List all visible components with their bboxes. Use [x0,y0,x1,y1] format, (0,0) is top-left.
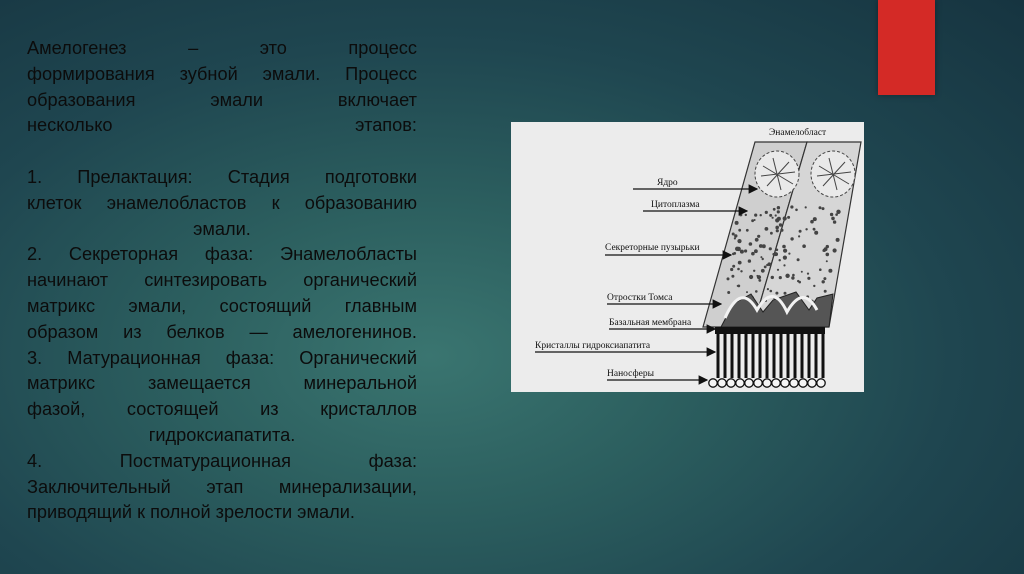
stage4-line: 4. Постматурационная фаза: [27,450,417,471]
vesicle-dot [780,229,783,232]
vesicle-dot [779,223,782,226]
vesicle-dot [798,235,800,237]
nanosphere [736,379,744,387]
vesicle-dot [746,291,748,293]
vesicle-dot [807,277,810,280]
vesicle-dot [756,275,758,277]
vesicle-dot [792,274,795,277]
vesicle-dot [823,277,826,280]
nanospheres [709,379,825,387]
intro-line: формирования зубной эмали. Процесс [27,63,417,84]
intro-line: образования эмали включает [27,89,417,110]
vesicle-dot [810,220,814,224]
nanosphere [817,379,825,387]
nanosphere [763,379,771,387]
vesicle-dot [776,227,778,229]
label-enameloblast: Энамелобласт [769,128,827,138]
stage4-line: Заключительный этап минерализации, [27,476,417,497]
vesicle-dot [822,250,824,252]
vesicle-dot [753,270,755,272]
vesicle-dot [735,247,739,251]
nanosphere [808,379,816,387]
vesicle-dot [739,213,742,216]
vesicle-dot [799,230,802,233]
vesicle-dot [775,214,777,216]
vesicle-dot [833,248,837,252]
amelogenesis-diagram [511,122,864,392]
vesicle-dot [770,232,773,235]
vesicle-dot [777,269,779,271]
vesicle-dot [758,279,761,282]
vesicle-dot [783,256,787,260]
nanosphere [727,379,735,387]
vesicle-dot [775,292,778,295]
vesicle-dot [776,229,779,232]
vesicle-dot [826,253,830,257]
vesicle-dot [784,292,787,295]
label-tomes: Отростки Томса [607,293,673,303]
nucleus-right [811,151,855,197]
vesicle-dot [801,271,803,273]
nucleus-left [755,151,799,197]
vesicle-dot [762,258,764,260]
vesicle-dot [814,231,818,235]
vesicle-dot [779,259,781,261]
vesicle-dot [737,239,741,243]
vesicle-dot [732,233,735,236]
vesicle-dot [822,207,825,210]
intro-line: Амелогенез – это процесс [27,38,417,58]
vesicle-dot [760,256,762,258]
vesicle-dot [744,249,747,252]
vesicle-dot [791,276,794,279]
vesicle-dot [775,253,778,256]
vesicle-dot [754,249,758,253]
vesicle-dot [826,260,828,262]
nanosphere [790,379,798,387]
nanosphere [781,379,789,387]
vesicle-dot [730,268,733,271]
vesicle-dot [826,245,829,248]
vesicle-dot [755,290,758,293]
label-basal-membrane: Базальная мембрана [609,318,692,328]
vesicle-dot [773,208,776,211]
vesicle-dot [749,275,753,279]
vesicle-dot [819,206,822,209]
vesicle-dot [770,290,773,293]
vesicle-dot [802,244,806,248]
basal-membrane [715,327,825,334]
vesicle-dot [738,261,742,265]
intro-line: несколько этапов: [27,115,417,136]
label-crystals: Кристаллы гидроксиапатита [535,341,651,351]
vesicle-dot [764,266,767,269]
vesicle-dot [835,213,838,216]
vesicle-dot [771,276,774,279]
vesicle-dot [748,259,751,262]
label-nanospheres: Наносферы [607,369,654,379]
stage2-line: 2. Секреторная фаза: Энамелобласты [27,244,417,265]
vesicle-dot [731,275,734,278]
vesicle-dot [783,264,785,266]
vesicle-dot [813,217,817,221]
stage1-line: 1. Прелактация: Стадия подготовки [27,166,417,187]
vesicle-dot [822,280,825,283]
vesicle-dot [737,268,740,271]
stage1-line: клеток энамелобластов к образованию [27,192,417,213]
vesicle-dot [831,217,835,221]
vesicle-dot [783,249,787,253]
stage3-line: 3. Матурационная фаза: Органический [27,347,417,368]
vesicle-dot [776,249,779,252]
stage4-line: приводящий к полной зрелости эмали. [27,502,355,523]
nanosphere [718,379,726,387]
vesicle-dot [772,217,774,219]
vesicle-dot [727,291,730,294]
vesicle-dot [760,214,762,216]
vesicle-dot [833,220,836,223]
vesicle-dot [755,238,759,242]
stage3-line: матрикс замещается минеральной [27,373,417,394]
vesicle-dot [745,214,747,216]
vesicle-dot [777,206,780,209]
vesicle-dot [761,269,765,273]
nanosphere [772,379,780,387]
vesicle-dot [766,264,768,266]
stage3-line: фазой, состоящей из кристаллов [27,399,417,420]
vesicle-dot [769,214,772,217]
vesicle-dot [746,229,749,232]
vesicle-dot [824,290,827,293]
vesicle-dot [757,235,760,238]
stage1-line: эмали. [193,218,251,239]
vesicle-dot [738,229,741,232]
vesicle-dot [740,270,742,272]
vesicle-dot [735,221,739,225]
vesicle-dot [733,252,736,255]
vesicle-dot [765,227,769,231]
vesicle-dot [754,214,757,217]
vesicle-dot [734,234,737,237]
label-vesicles: Секреторные пузырьки [605,243,700,253]
label-cytoplasm: Цитоплазма [651,200,700,210]
nanosphere [754,379,762,387]
vesicle-dot [805,228,807,230]
vesicle-dot [749,242,753,246]
vesicle-dot [787,216,790,219]
stage3-line: гидроксиапатита. [148,424,296,445]
nanosphere [709,379,717,387]
hydroxyapatite-crystals [718,334,823,378]
stage2-line: начинают синтезировать органический [27,270,417,291]
vesicle-dot [836,210,840,214]
label-nucleus: Ядро [657,178,678,188]
vesicle-dot [737,285,740,288]
vesicle-dot [727,277,730,280]
slide-body-text [27,36,417,526]
vesicle-dot [777,210,780,213]
vesicle-dot [782,245,786,249]
vesicle-dot [819,268,822,271]
vesicle-dot [813,285,815,287]
vesicle-dot [775,218,779,222]
vesicle-dot [734,237,736,239]
vesicle-dot [769,247,772,250]
vesicle-dot [751,219,754,222]
spacer [27,139,417,165]
accent-bar [878,0,935,95]
vesicle-dot [805,206,807,208]
vesicle-dot [790,205,793,208]
vesicle-dot [830,213,833,216]
vesicle-dot [813,228,816,231]
vesicle-dot [797,280,799,282]
vesicle-dot [790,237,793,240]
vesicle-dot [765,211,768,214]
vesicle-dot [751,252,755,256]
stage2-line: матрикс эмали, состоящий главным [27,295,417,316]
nanosphere [745,379,753,387]
vesicle-dot [807,273,809,275]
vesicle-dot [783,216,787,220]
stage2-line: образом из белков — амелогенинов. [27,321,417,342]
vesicle-dot [785,274,789,278]
vesicle-dot [762,244,766,248]
vesicle-dot [797,258,800,261]
vesicle-dot [795,209,798,212]
vesicle-dot [767,288,769,290]
vesicle-dot [740,250,744,254]
nanosphere [799,379,807,387]
vesicle-dot [836,238,840,242]
vesicle-dot [779,276,782,279]
vesicle-dot [828,269,832,273]
vesicle-dot [732,265,735,268]
vesicle-dot [788,253,790,255]
